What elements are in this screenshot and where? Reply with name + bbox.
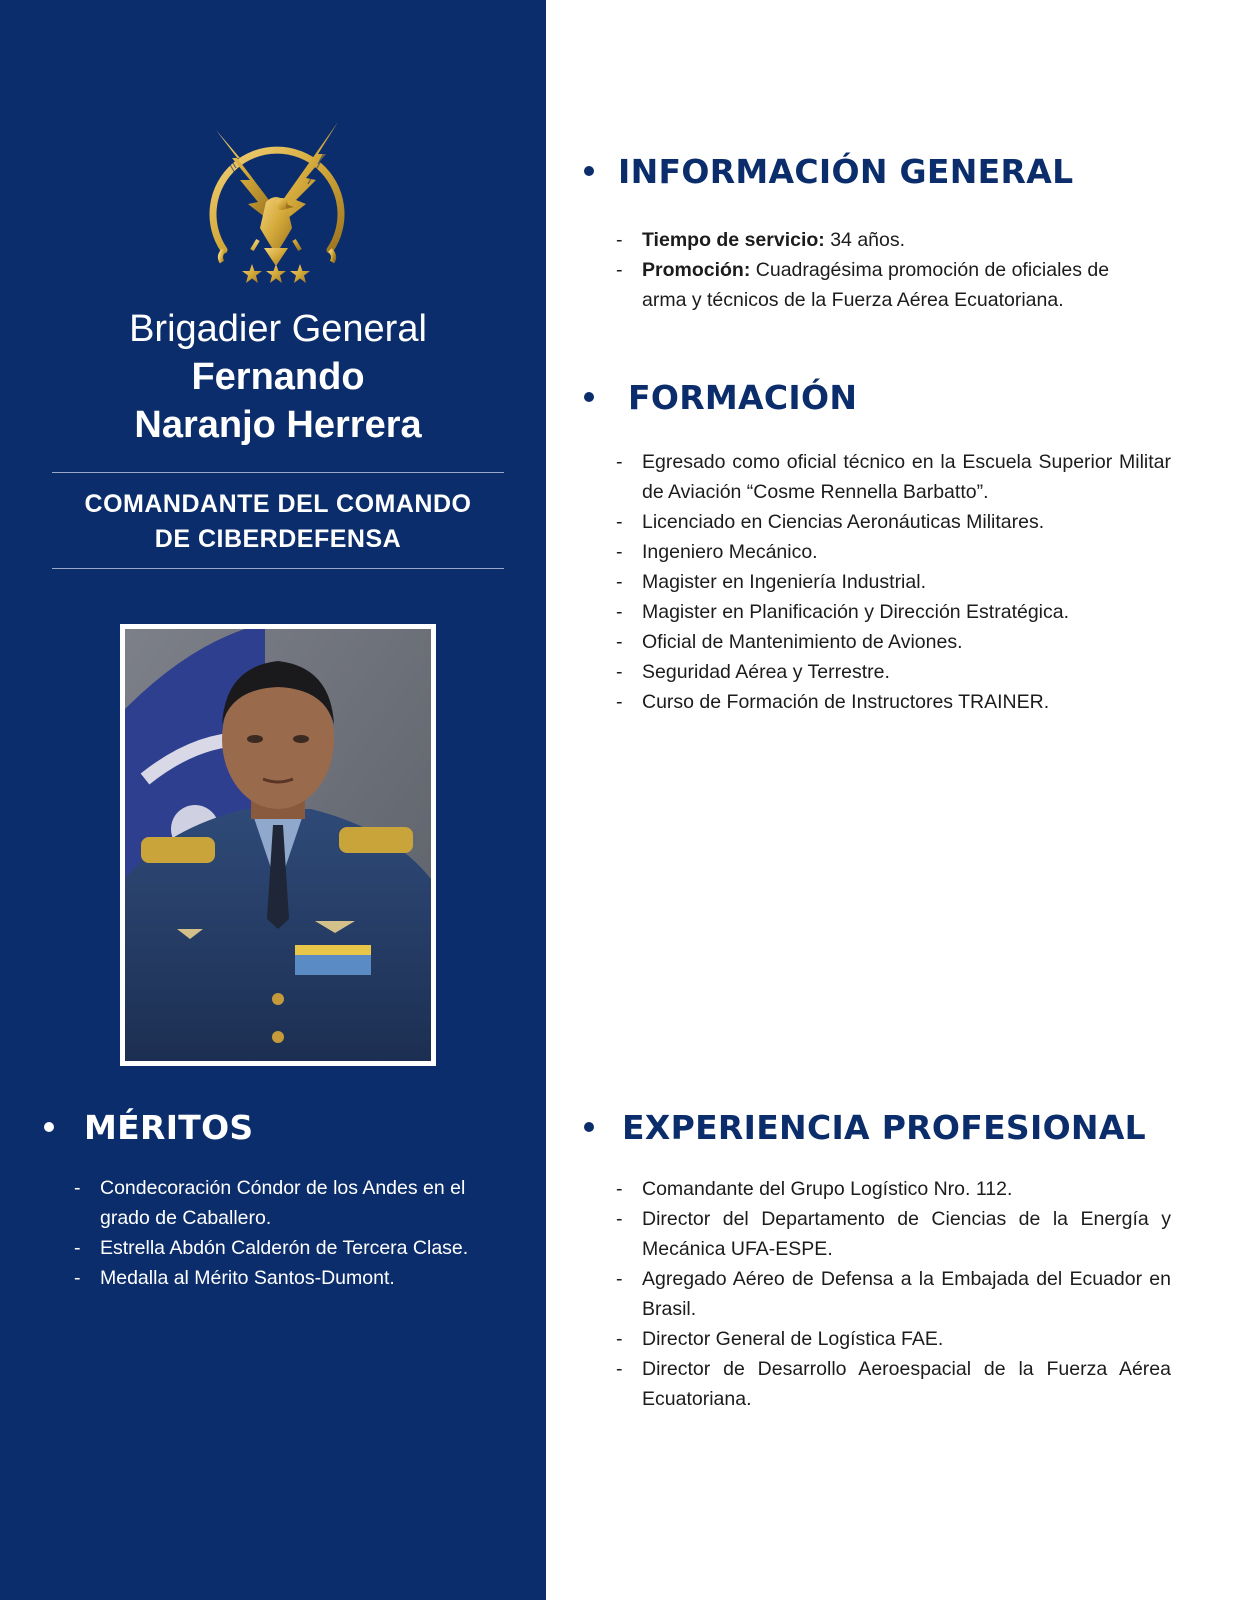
list-item: - Director de Desarrollo Aeroespacial de la Fuerza Aérea Ecuatoriana.: [616, 1354, 1171, 1414]
divider-top: [52, 472, 504, 473]
first-name: Fernando: [191, 356, 365, 398]
heading-bullet: [584, 166, 594, 176]
meritos-title: MÉRITOS: [84, 1108, 254, 1147]
list-item: - Ingeniero Mecánico.: [616, 537, 1171, 567]
portrait-photo: [125, 629, 431, 1061]
list-item: - Medalla al Mérito Santos-Dumont.: [74, 1263, 514, 1293]
info-heading: [584, 152, 1073, 191]
item-label: Promoción:: [642, 259, 751, 281]
list-item: - Estrella Abdón Calderón de Tercera Clase.: [74, 1233, 514, 1263]
item-value: Cuadragésima promoción de oficiales de arma y técnicos de la Fuerza Aérea Ecuatoriana.: [642, 259, 1110, 311]
experiencia-title: EXPERIENCIA PROFESIONAL: [622, 1108, 1147, 1147]
eagle-emblem-icon: [196, 118, 358, 290]
divider-bottom: [52, 568, 504, 569]
position-line-1: COMANDANTE DEL COMANDO: [84, 490, 472, 518]
experiencia-heading: [584, 1108, 1146, 1147]
formacion-list: [616, 447, 1171, 717]
experiencia-list: [616, 1174, 1171, 1414]
info-list: [616, 225, 1156, 315]
rank-title: Brigadier General: [129, 308, 427, 350]
portrait-frame: [120, 624, 436, 1066]
sidebar: [0, 0, 546, 1600]
list-item: - Director General de Logística FAE.: [616, 1324, 1171, 1354]
list-item: - Magister en Planificación y Dirección Estratégica.: [616, 597, 1171, 627]
heading-bullet: [584, 392, 594, 402]
meritos-heading: [44, 1108, 254, 1147]
last-name: Naranjo Herrera: [134, 404, 422, 446]
meritos-list: [74, 1173, 514, 1293]
list-item: - Magister en Ingeniería Industrial.: [616, 567, 1171, 597]
list-item: - Curso de Formación de Instructores TRAINER.: [616, 687, 1171, 717]
heading-bullet: [44, 1122, 54, 1132]
list-item: - Seguridad Aérea y Terrestre.: [616, 657, 1171, 687]
list-item: - Agregado Aéreo de Defensa a la Embajada del Ecuador en Brasil.: [616, 1264, 1171, 1324]
list-item: - Comandante del Grupo Logístico Nro. 112.: [616, 1174, 1171, 1204]
list-item: - Condecoración Cóndor de los Andes en el grado de Caballero.: [74, 1173, 514, 1233]
item-value: 34 años.: [824, 229, 906, 251]
heading-bullet: [584, 1122, 594, 1132]
list-item: - Licenciado en Ciencias Aeronáuticas Militares.: [616, 507, 1171, 537]
list-item: [616, 225, 1156, 255]
formacion-title: FORMACIÓN: [628, 378, 858, 417]
list-item: - Director del Departamento de Ciencias de la Energía y Mecánica UFA-ESPE.: [616, 1204, 1171, 1264]
list-item: [616, 255, 1156, 315]
formacion-heading: [584, 378, 857, 417]
info-title: INFORMACIÓN GENERAL: [618, 152, 1074, 191]
list-item: - Oficial de Mantenimiento de Aviones.: [616, 627, 1171, 657]
item-label: Tiempo de servicio:: [642, 229, 825, 251]
position-line-2: DE CIBERDEFENSA: [154, 525, 402, 553]
list-item: - Egresado como oficial técnico en la Escuela Superior Militar de Aviación “Cosme Rennella Barbatto”.: [616, 447, 1171, 507]
